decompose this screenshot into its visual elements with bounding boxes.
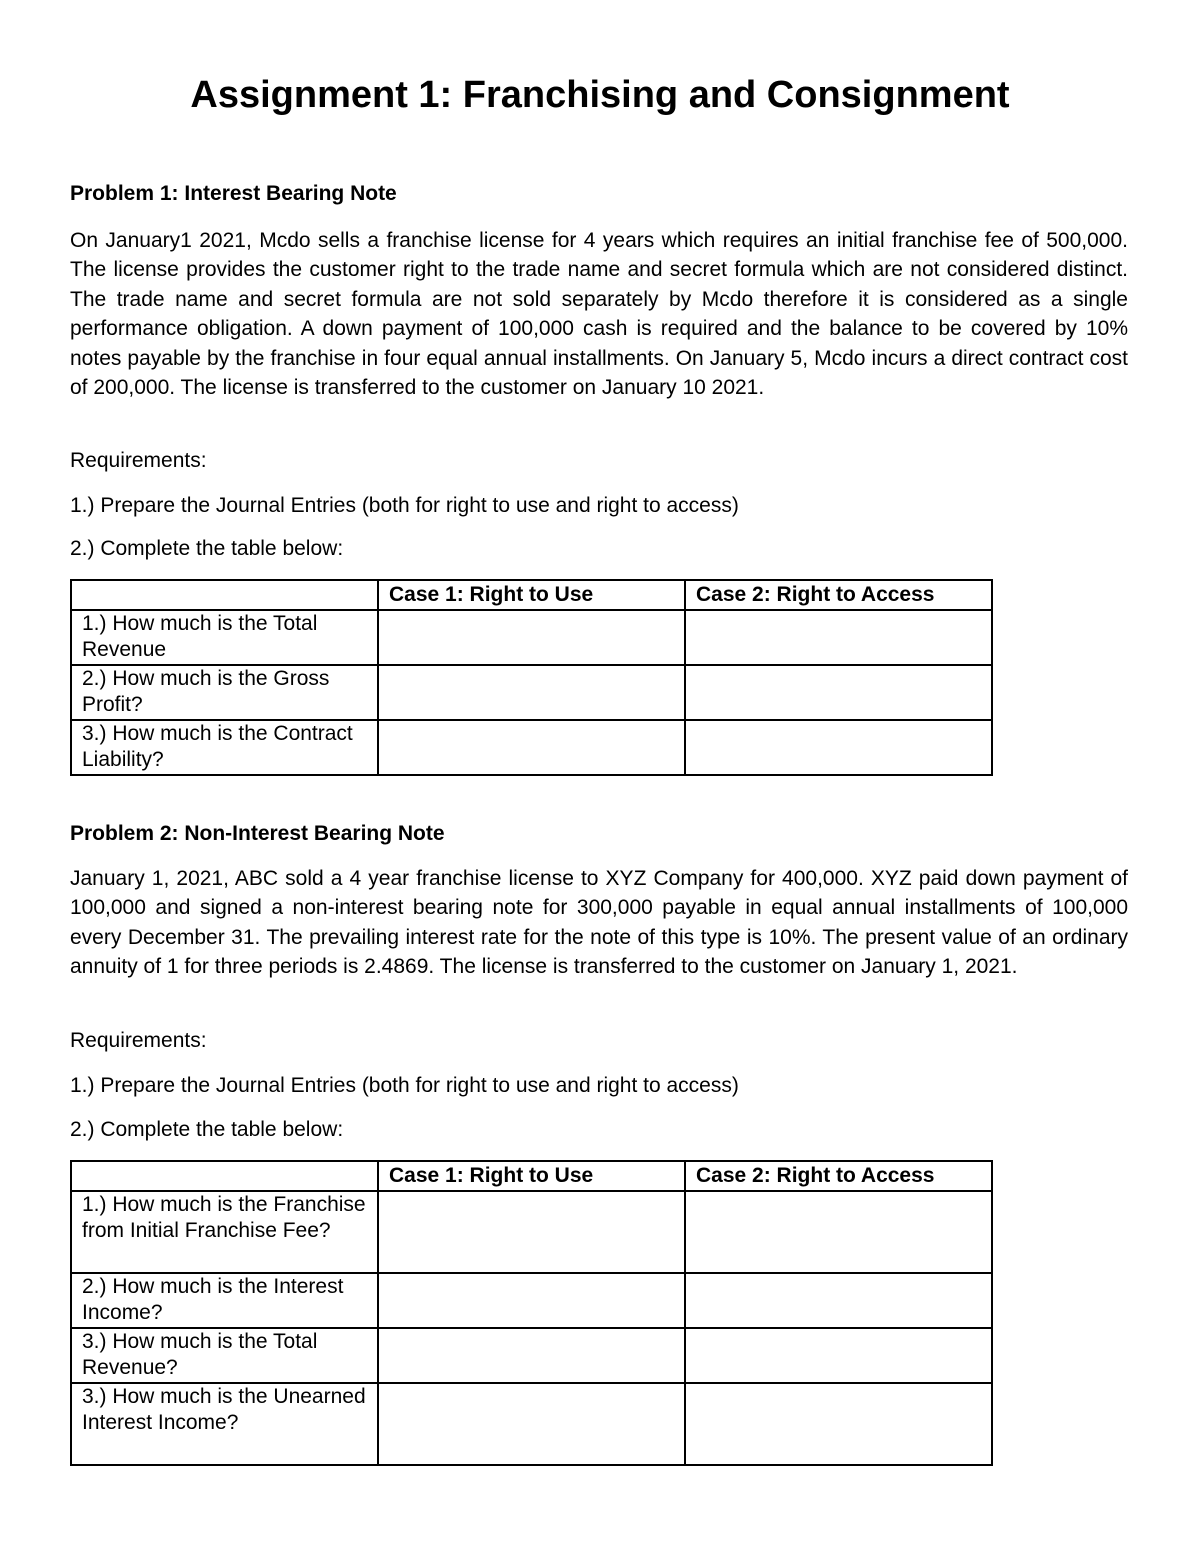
problem-1-paragraph: On January1 2021, Mcdo sells a franchise license for 4 years which requires an initial franchise fee of 500,000. The license provides the customer right to the trade name and secret formula which are not considered distinct. The trade name and secret formula are not sold separately by Mcdo therefore it is considered as a single performance obligation. A down payment of 100,000 cash is required and the balance to be covered by 10% notes payable by the franchise in four equal annual installments. On January 5, Mcdo incurs a direct contract cost of 200,000. The license is transferred to the customer on January 10 2021. [70, 229, 1128, 400]
answer-cell[interactable] [685, 1191, 992, 1273]
answer-cell[interactable] [685, 1383, 992, 1465]
question-cell: 2.) How much is the Gross Profit? [71, 665, 378, 720]
answer-cell[interactable] [685, 1273, 992, 1328]
problem-2-table [70, 1160, 993, 1466]
problem-1-requirements-label: Requirements: [70, 449, 207, 472]
problem-2-requirement-1: 1.) Prepare the Journal Entries (both for right to use and right to access) [70, 1074, 739, 1097]
question-cell: 2.) How much is the Interest Income? [71, 1273, 378, 1328]
table-header-row [71, 1161, 992, 1191]
table-row [71, 610, 992, 665]
table-header-cell: Case 1: Right to Use [378, 580, 685, 610]
answer-cell[interactable] [378, 1383, 685, 1465]
answer-cell[interactable] [378, 720, 685, 775]
problem-2-heading: Problem 2: Non-Interest Bearing Note [70, 822, 445, 845]
problem-1-requirement-2: 2.) Complete the table below: [70, 537, 344, 560]
answer-cell[interactable] [685, 720, 992, 775]
question-cell: 3.) How much is the Contract Liability? [71, 720, 378, 775]
question-cell: 3.) How much is the Unearned Interest Income? [71, 1383, 378, 1465]
question-cell: 1.) How much is the Total Revenue [71, 610, 378, 665]
answer-cell[interactable] [378, 1273, 685, 1328]
problem-2-paragraph: January 1, 2021, ABC sold a 4 year franchise license to XYZ Company for 400,000. XYZ paid down payment of 100,000 and signed a non-interest bearing note for 300,000 payable in equal annual installments of 100,000 every December 31. The prevailing interest rate for the note of this type is 10%. The present value of an ordinary annuity of 1 for three periods is 2.4869. The license is transferred to the customer on January 1, 2021. [70, 867, 1128, 979]
table-header-cell: Case 2: Right to Access [685, 1161, 992, 1191]
answer-cell[interactable] [685, 665, 992, 720]
table-row [71, 720, 992, 775]
problem-1-table [70, 579, 993, 776]
problem-2-requirements-label: Requirements: [70, 1029, 207, 1052]
table-row [71, 1328, 992, 1383]
table-header-row [71, 580, 992, 610]
table-header-cell [71, 580, 378, 610]
table-header-cell: Case 1: Right to Use [378, 1161, 685, 1191]
question-cell: 1.) How much is the Franchise from Initial Franchise Fee? [71, 1191, 378, 1273]
answer-cell[interactable] [378, 1328, 685, 1383]
table-row [71, 1191, 992, 1273]
problem-1-heading: Problem 1: Interest Bearing Note [70, 182, 397, 205]
answer-cell[interactable] [685, 1328, 992, 1383]
document-title: Assignment 1: Franchising and Consignment [190, 74, 1010, 116]
problem-1-requirement-1: 1.) Prepare the Journal Entries (both for right to use and right to access) [70, 494, 739, 517]
table-row [71, 665, 992, 720]
answer-cell[interactable] [378, 665, 685, 720]
table-header-cell [71, 1161, 378, 1191]
answer-cell[interactable] [685, 610, 992, 665]
question-cell: 3.) How much is the Total Revenue? [71, 1328, 378, 1383]
problem-2-requirement-2: 2.) Complete the table below: [70, 1118, 344, 1141]
answer-cell[interactable] [378, 610, 685, 665]
table-header-cell: Case 2: Right to Access [685, 580, 992, 610]
table-row [71, 1273, 992, 1328]
answer-cell[interactable] [378, 1191, 685, 1273]
table-row [71, 1383, 992, 1465]
